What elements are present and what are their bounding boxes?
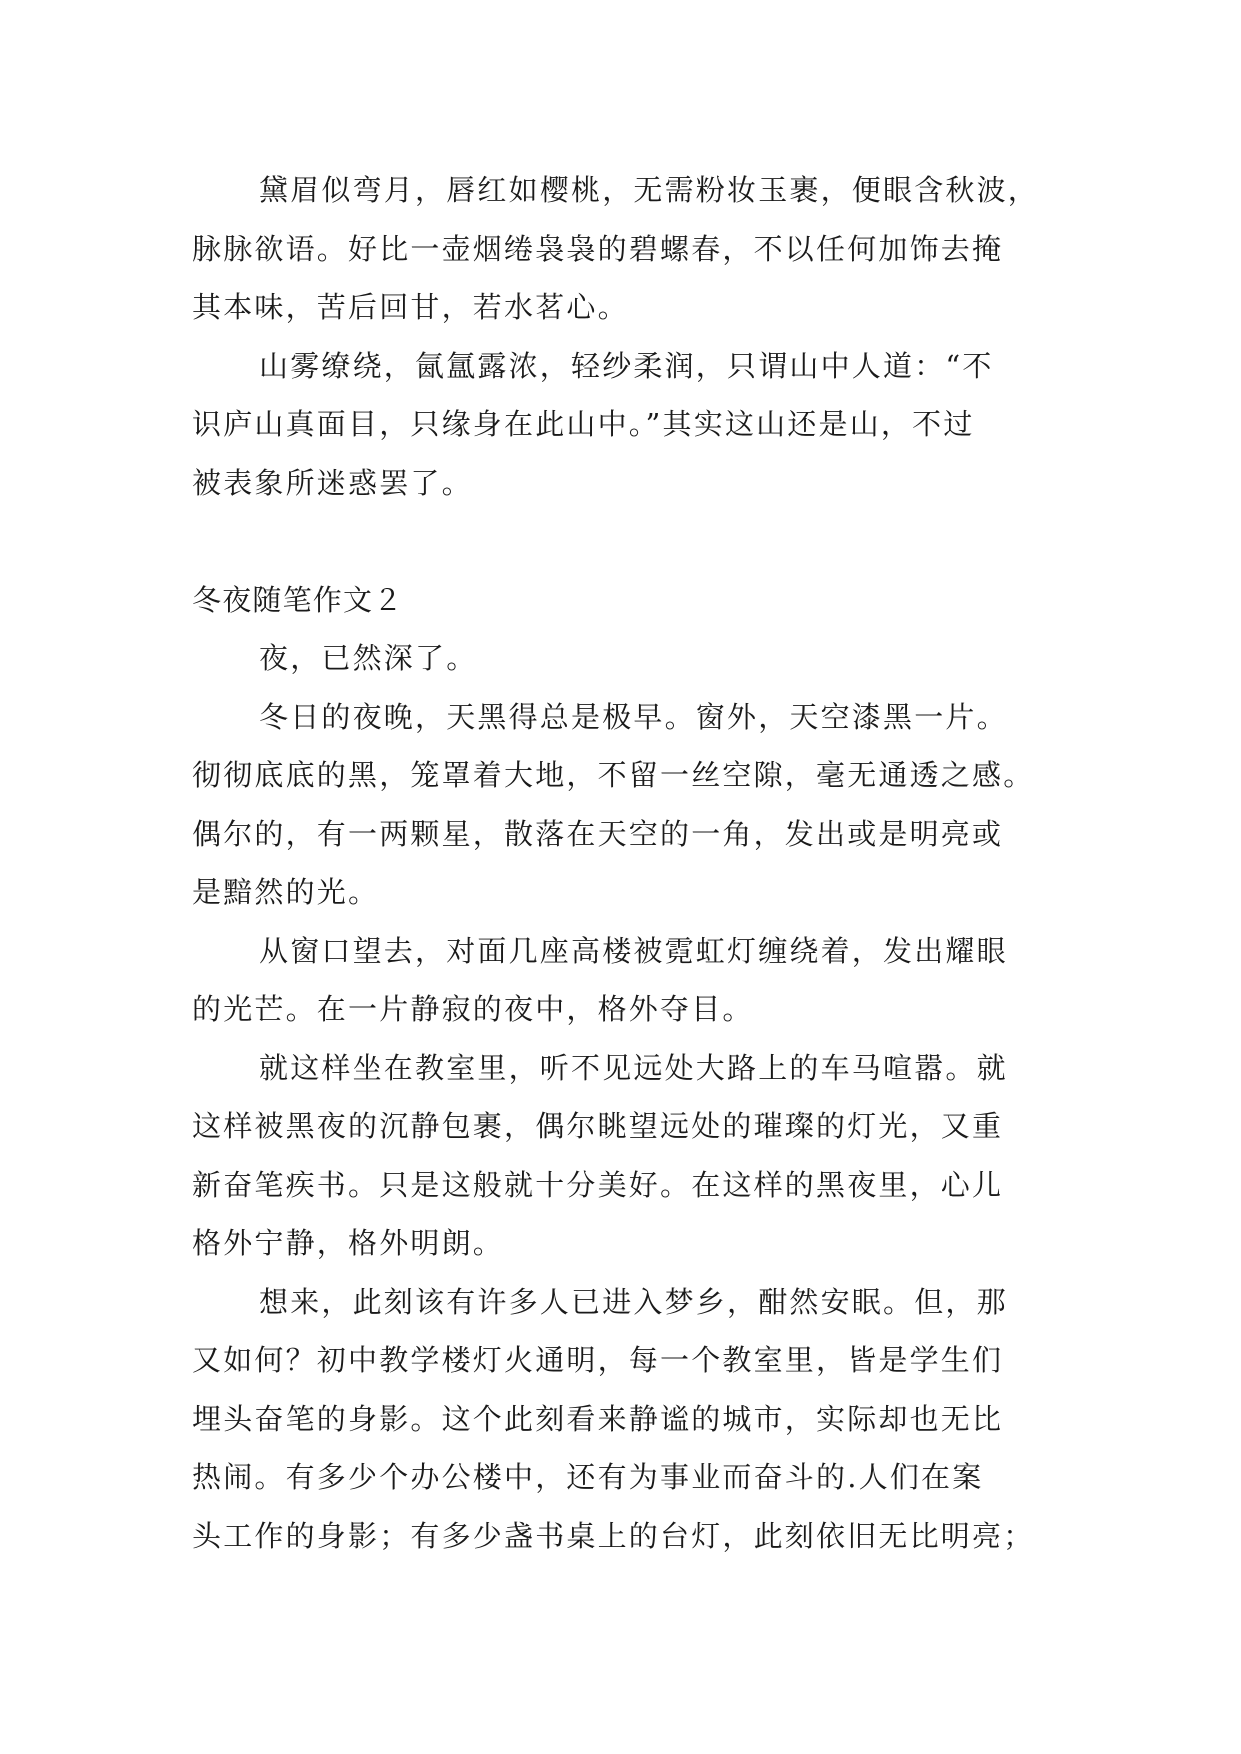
paragraph-line: 是黯然的光。 [192, 875, 380, 909]
paragraph-line: 埋头奋笔的身影。这个此刻看来静谧的城市，实际却也无比 [192, 1402, 1004, 1436]
paragraph-line: 山雾缭绕，氤氲露浓，轻纱柔润，只谓山中人道：“不 [259, 349, 994, 383]
paragraph-line: 脉脉欲语。好比一壶烟绻袅袅的碧螺春，不以任何加饰去掩 [192, 232, 1004, 266]
paragraph-line: 热闹。有多少个办公楼中，还有为事业而奋斗的.人们在案 [192, 1460, 984, 1494]
paragraph-line: 彻彻底底的黑，笼罩着大地，不留一丝空隙，毫无通透之感。 [192, 758, 1035, 792]
paragraph-line: 的光芒。在一片静寂的夜中，格外夺目。 [192, 992, 754, 1026]
section-title: 冬夜随笔作文２ [192, 583, 404, 617]
paragraph-line: 头工作的身影；有多少盏书桌上的台灯，此刻依旧无比明亮； [192, 1519, 1035, 1553]
paragraph-line: 这样被黑夜的沉静包裹，偶尔眺望远处的璀璨的灯光，又重 [192, 1109, 1004, 1143]
paragraph-line: 新奋笔疾书。只是这般就十分美好。在这样的黑夜里，心儿 [192, 1168, 1004, 1202]
paragraph-line: 又如何？初中教学楼灯火通明，每一个教室里，皆是学生们 [192, 1343, 1004, 1377]
paragraph-line: 格外宁静，格外明朗。 [192, 1226, 505, 1260]
paragraph-line: 黛眉似弯月，唇红如樱桃，无需粉妆玉裹，便眼含秋波， [259, 173, 1040, 207]
paragraph-line: 就这样坐在教室里，听不见远处大路上的车马喧嚣。就 [259, 1051, 1008, 1085]
paragraph-line: 夜，已然深了。 [259, 641, 478, 675]
paragraph-line: 被表象所迷惑罢了。 [192, 466, 473, 500]
paragraph-line: 偶尔的，有一两颗星，散落在天空的一角，发出或是明亮或 [192, 817, 1004, 851]
paragraph-line: 从窗口望去，对面几座高楼被霓虹灯缠绕着，发出耀眼 [259, 934, 1008, 968]
paragraph-line: 冬日的夜晚，天黑得总是极早。窗外，天空漆黑一片。 [259, 700, 1008, 734]
paragraph-line: 其本味，苦后回甘，若水茗心。 [192, 290, 629, 324]
paragraph-line: 想来，此刻该有许多人已进入梦乡，酣然安眠。但，那 [259, 1285, 1008, 1319]
paragraph-line: 识庐山真面目，只缘身在此山中。”其实这山还是山，不过 [192, 407, 975, 441]
